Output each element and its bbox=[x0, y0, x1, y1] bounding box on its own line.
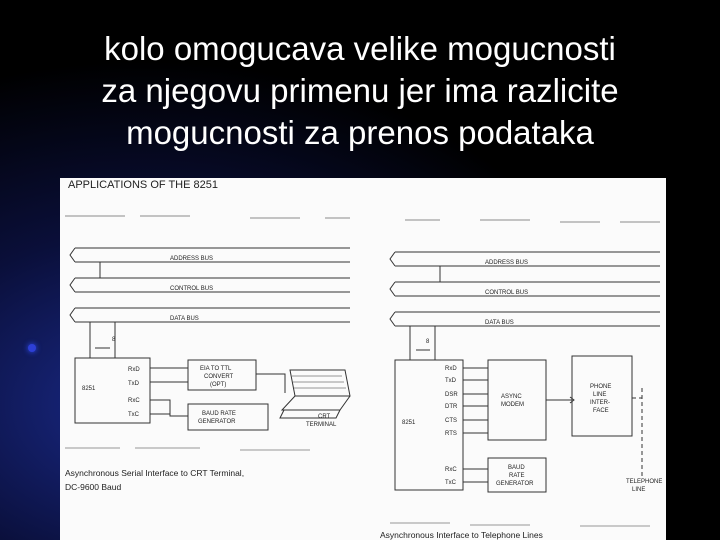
left-bus-width: 8 bbox=[112, 337, 116, 343]
figure-heading: APPLICATIONS OF THE 8251 bbox=[68, 179, 218, 191]
right-pin-cts: CTS bbox=[445, 418, 457, 424]
left-baud-line-1: BAUD RATE bbox=[202, 411, 236, 417]
right-data-bus-label: DATA BUS bbox=[485, 320, 514, 326]
right-modem-links bbox=[463, 368, 488, 433]
right-modem-line-2: MODEM bbox=[501, 402, 524, 408]
right-telephone-line-2: LINE bbox=[632, 487, 646, 493]
left-terminal-line-2: TERMINAL bbox=[306, 422, 337, 428]
right-modem-to-phone bbox=[546, 397, 574, 403]
left-converter-line-1: EIA TO TTL bbox=[200, 366, 232, 372]
left-baud-line-2: GENERATOR bbox=[198, 419, 236, 425]
left-address-bus-label: ADDRESS BUS bbox=[170, 256, 214, 262]
right-scan-lines bbox=[390, 523, 650, 526]
scan-artifacts bbox=[65, 216, 660, 222]
right-baud-links bbox=[463, 469, 488, 482]
crt-terminal-icon bbox=[280, 370, 350, 418]
left-caption-line-2: DC-9600 Baud bbox=[65, 482, 122, 492]
bullet-dot bbox=[28, 344, 36, 352]
left-pin-txc: TxC bbox=[128, 412, 139, 418]
right-baud-line-1: BAUD bbox=[508, 465, 525, 471]
left-pin-rxc: RxC bbox=[128, 398, 140, 404]
right-phone-line-4: FACE bbox=[593, 408, 609, 414]
right-pin-rxc: RxC bbox=[445, 467, 457, 473]
left-scan-lines bbox=[65, 448, 310, 450]
right-baud-line-3: GENERATOR bbox=[496, 481, 534, 487]
right-control-bus-label: CONTROL BUS bbox=[485, 290, 529, 296]
left-control-bus-label: CONTROL BUS bbox=[170, 286, 214, 292]
left-data-bus-label: DATA BUS bbox=[170, 316, 199, 322]
slide-title bbox=[0, 28, 720, 154]
right-pin-rts: RTS bbox=[445, 431, 457, 437]
right-caption: Asynchronous Interface to Telephone Lines bbox=[380, 530, 543, 540]
left-pin-txd: TxD bbox=[128, 381, 139, 387]
scanned-figure bbox=[60, 178, 666, 540]
right-phone-line-3: INTER- bbox=[590, 400, 610, 406]
right-bus-drops bbox=[410, 266, 440, 360]
left-chip-label: 8251 bbox=[82, 386, 96, 392]
left-terminal-line-1: CRT bbox=[318, 414, 331, 420]
left-converter-line-2: CONVERT bbox=[204, 374, 234, 380]
right-bus-width: 8 bbox=[426, 339, 430, 345]
slide-title-line-3: mogucnosti za prenos podataka bbox=[126, 114, 594, 151]
left-bus-drops bbox=[90, 262, 115, 358]
left-diagram bbox=[65, 248, 350, 492]
left-converter-line-3: (OPT) bbox=[210, 382, 227, 388]
right-diagram bbox=[380, 252, 662, 540]
right-chip-label: 8251 bbox=[402, 420, 416, 426]
right-phone-line-2: LINE bbox=[593, 392, 607, 398]
right-phone-line-1: PHONE bbox=[590, 384, 612, 390]
right-pin-rxd: RxD bbox=[445, 366, 457, 372]
right-baud-line-2: RATE bbox=[509, 473, 525, 479]
left-caption-line-1: Asynchronous Serial Interface to CRT Terminal, bbox=[65, 468, 245, 478]
left-data-bus bbox=[70, 308, 350, 322]
right-telephone-link bbox=[632, 388, 642, 478]
left-baud-links bbox=[150, 400, 188, 416]
right-pin-txc: TxC bbox=[445, 480, 456, 486]
right-data-bus bbox=[390, 312, 660, 326]
slide-title-line-2: za njegovu primenu jer ima razlicite bbox=[101, 72, 619, 109]
right-telephone-line-1: TELEPHONE bbox=[626, 479, 663, 485]
right-pin-txd: TxD bbox=[445, 378, 456, 384]
right-address-bus-label: ADDRESS BUS bbox=[485, 260, 529, 266]
right-modem-line-1: ASYNC bbox=[501, 394, 522, 400]
left-baud-generator-box bbox=[188, 404, 268, 430]
right-modem-box bbox=[488, 360, 546, 440]
left-pin-rxd: RxD bbox=[128, 367, 140, 373]
slide-title-line-1: kolo omogucava velike mogucnosti bbox=[104, 30, 616, 67]
right-pin-dsr: DSR bbox=[445, 392, 458, 398]
right-pin-dtr: DTR bbox=[445, 404, 458, 410]
block-diagram bbox=[60, 178, 666, 540]
